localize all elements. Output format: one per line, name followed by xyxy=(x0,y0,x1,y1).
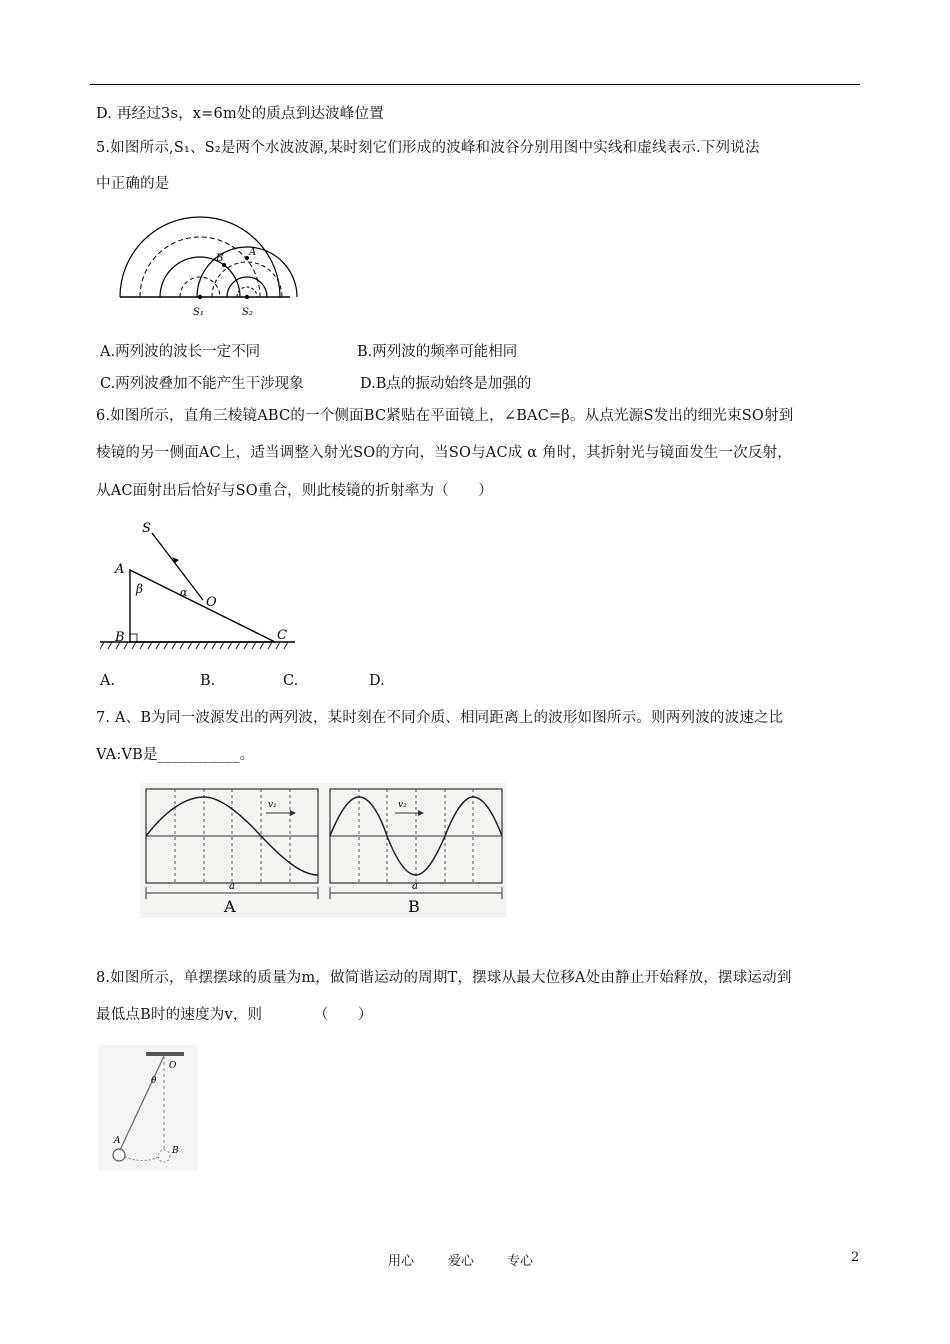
q6-option-b: B. xyxy=(200,673,216,689)
q5-s2-trough xyxy=(212,262,282,297)
q6-ray-so xyxy=(152,533,203,600)
q5-label-s2: S₂ xyxy=(242,307,253,318)
q5-stem-line2: 中正确的是 xyxy=(96,176,170,192)
q5-option-b: B.两列波的频率可能相同 xyxy=(357,344,518,360)
footer-text-1: 用心 xyxy=(388,1254,415,1269)
q6-prism-triangle xyxy=(130,570,275,642)
q6-stem-line3: 从AC面射出后恰好与SO重合，则此棱镜的折射率为（ ） xyxy=(96,483,493,499)
q6-option-d: D. xyxy=(369,673,385,689)
footer-text-2: 爱心 xyxy=(448,1254,475,1269)
q5-wave-figure xyxy=(110,205,300,320)
q8-pendulum-figure xyxy=(98,1045,208,1175)
q5-s2-dot xyxy=(245,295,249,299)
q6-label-s: S xyxy=(142,521,151,536)
q7-stem-line1: 7. A、B为同一波源发出的两列波，某时刻在不同介质、相同距离上的波形如图所示。则两列波的波速之比 xyxy=(96,710,784,726)
q8-label-b: B xyxy=(172,1146,179,1156)
q7-stem-line2: VA:VB是___________。 xyxy=(96,747,255,763)
q5-option-a: A.两列波的波长一定不同 xyxy=(100,344,261,360)
q8-stem-line1: 8.如图所示，单摆摆球的质量为m，做简谐运动的周期T，摆球从最大位移A处由静止开始释放，摆球运动到 xyxy=(96,970,792,986)
q5-label-a: A xyxy=(249,247,257,258)
q6-label-beta: β xyxy=(136,582,143,596)
q7-label-va: v₁ xyxy=(268,800,277,810)
q7-label-panel-a: A xyxy=(224,897,236,916)
q8-stem-line2: 最低点B时的速度为v，则 （ ） xyxy=(96,1007,373,1023)
q7-waveform-figure xyxy=(140,783,510,918)
q6-label-b: B xyxy=(115,630,125,645)
q8-figure-background xyxy=(98,1045,198,1170)
q8-ball-a xyxy=(113,1149,125,1161)
q4-option-d: D. 再经过3s，x=6m处的质点到达波峰位置 xyxy=(96,106,384,122)
q6-stem-line1: 6.如图所示，直角三棱镜ABC的一个侧面BC紧贴在平面镜上，∠BAC=β。从点光源S发出的细光束SO射到 xyxy=(96,408,794,424)
q5-label-s1: S₁ xyxy=(193,307,204,318)
q6-option-a: A. xyxy=(100,673,116,689)
q6-option-c: C. xyxy=(283,673,299,689)
q6-right-angle-mark xyxy=(130,634,137,642)
q6-label-c: C xyxy=(277,628,287,643)
q6-mirror-hatch xyxy=(100,642,288,649)
q5-option-d: D.B点的振动始终是加强的 xyxy=(360,376,532,392)
q6-label-o: O xyxy=(206,595,217,610)
q7-label-dist-b: a xyxy=(412,881,418,892)
q5-option-c: C.两列波叠加不能产生干涉现象 xyxy=(100,376,304,392)
q6-label-a: A xyxy=(115,562,125,577)
header-rule xyxy=(90,84,860,85)
q6-label-alpha: α xyxy=(180,586,188,599)
q7-label-dist-a: a xyxy=(229,881,235,892)
q7-label-vb: v₂ xyxy=(398,800,407,810)
q5-stem-line1: 5.如图所示,S₁、S₂是两个水波波源,某时刻它们形成的波峰和波谷分别用图中实线和虚线表示.下列说法 xyxy=(96,140,760,156)
q8-label-theta: θ xyxy=(151,1076,157,1086)
q8-label-o: O xyxy=(169,1061,177,1071)
q7-label-panel-b: B xyxy=(408,897,420,916)
q6-stem-line2: 棱镜的另一侧面AC上，适当调整入射光SO的方向，当SO与AC成 α 角时，其折射光与镜面发生一次反射， xyxy=(96,445,792,461)
q5-s1-dot xyxy=(198,295,202,299)
footer-text-3: 专心 xyxy=(507,1254,534,1269)
page-number: 2 xyxy=(851,1250,860,1265)
q5-label-b: B xyxy=(216,253,224,264)
q8-label-a: A xyxy=(114,1136,121,1146)
q5-s2-crest-outer xyxy=(197,247,297,297)
q7-figure-background xyxy=(140,783,506,918)
q6-prism-figure xyxy=(100,515,300,660)
q8-ceiling xyxy=(146,1052,184,1056)
